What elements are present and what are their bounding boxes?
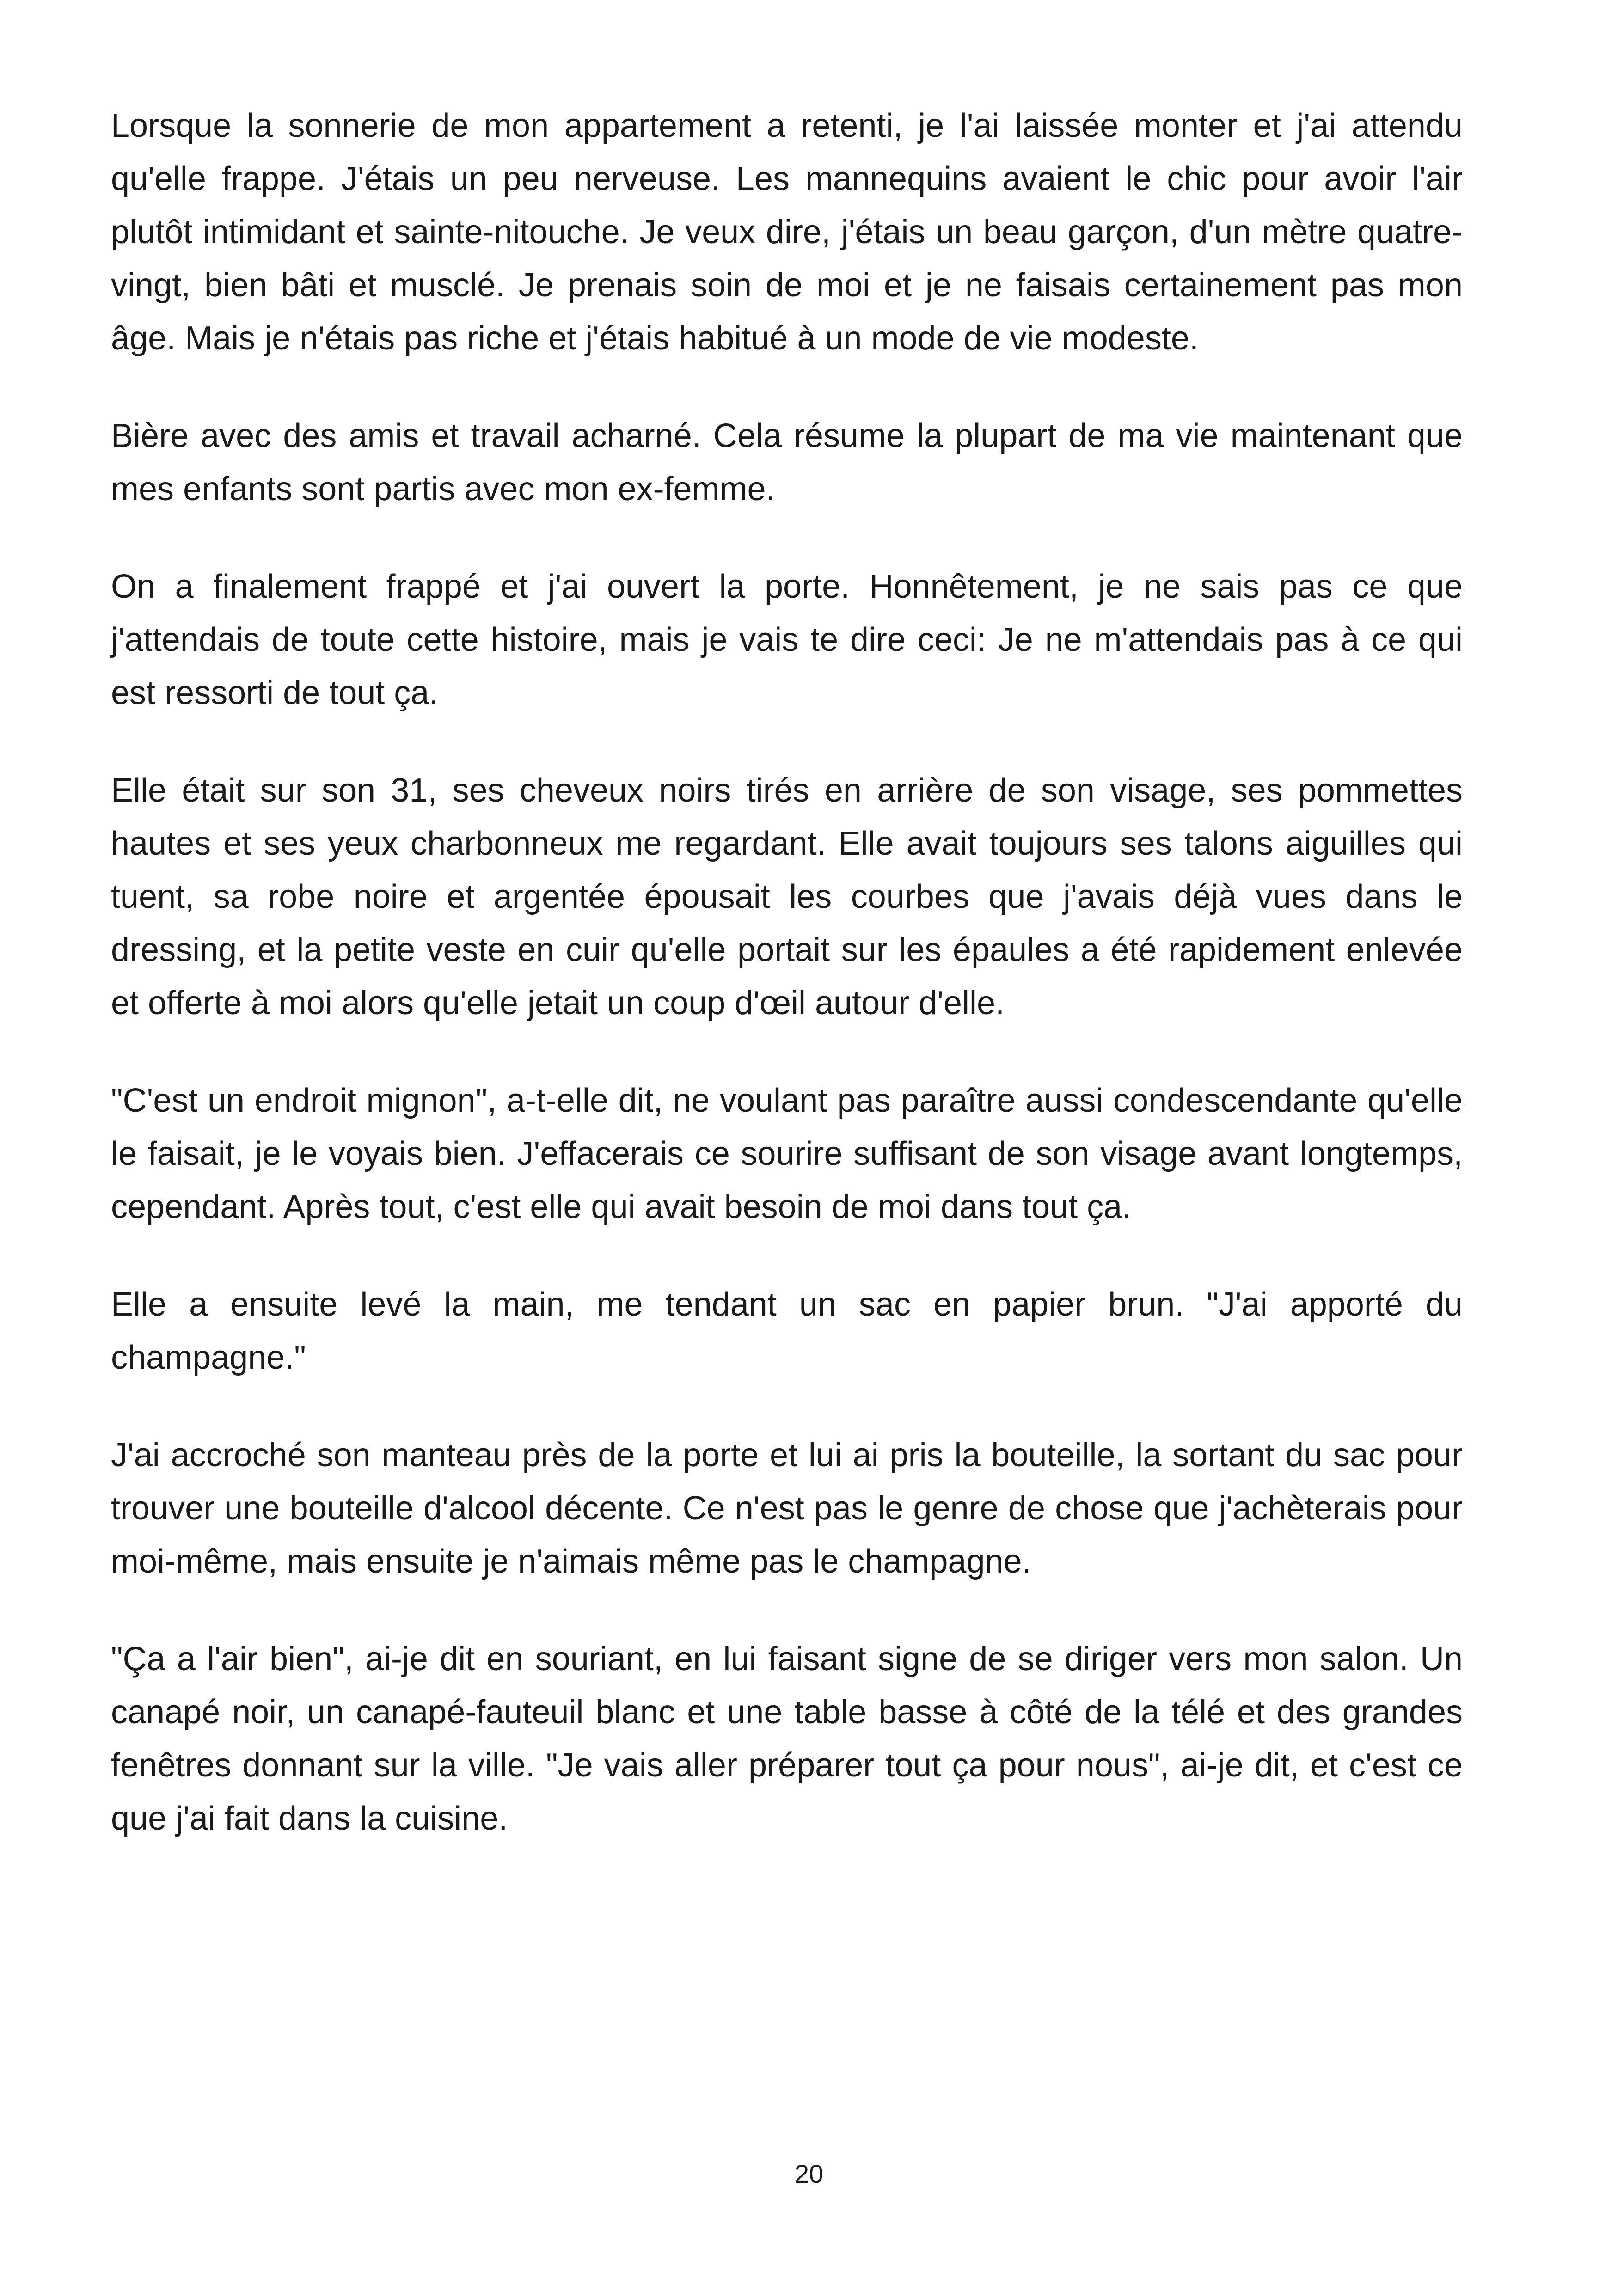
paragraph-5: "C'est un endroit mignon", a-t-elle dit, ne voulant pas paraître aussi condescendante qu'elle le faisait, je le voyais bien. J'effacerais ce sourire suffisant de son visage avant longtemps, cependant. Après tout, c'est elle qui avait besoin de moi dans tout ça. [111, 1082, 1463, 1225]
paragraph-3: On a finalement frappé et j'ai ouvert la porte. Honnêtement, je ne sais pas ce que j'attendais de toute cette histoire, mais je vais te dire ceci: Je ne m'attendais pas à ce qui est ressorti de tout ça. [111, 568, 1463, 711]
paragraph-8: "Ça a l'air bien", ai-je dit en souriant, en lui faisant signe de se diriger vers mon salon. Un canapé noir, un canapé-fauteuil blanc et une table basse à côté de la télé et des grandes fenêtres donnant sur la ville. "Je vais aller préparer tout ça pour nous", ai-je dit, et c'est ce que j'ai fait dans la cuisine. [111, 1641, 1463, 1837]
paragraph-4: Elle était sur son 31, ses cheveux noirs tirés en arrière de son visage, ses pommettes hautes et ses yeux charbonneux me regardant. Elle avait toujours ses talons aiguilles qui tuent, sa robe noire et argentée épousait les courbes que j'avais déjà vues dans le dressing, et la petite veste en cuir qu'elle portait sur les épaules a été rapidement enlevée et offerte à moi alors qu'elle jetait un coup d'œil autour d'elle. [111, 772, 1463, 1022]
body-text [111, 99, 1463, 1890]
paragraph-2: Bière avec des amis et travail acharné. Cela résume la plupart de ma vie maintenant que mes enfants sont partis avec mon ex-femme. [111, 417, 1463, 508]
paragraph-1: Lorsque la sonnerie de mon appartement a retenti, je l'ai laissée monter et j'ai attendu qu'elle frappe. J'étais un peu nerveuse. Les mannequins avaient le chic pour avoir l'air plutôt intimidant et sainte-nitouche. Je veux dire, j'étais un beau garçon, d'un mètre quatre-vingt, bien bâti et musclé. Je prenais soin de moi et je ne faisais certainement pas mon âge. Mais je n'étais pas riche et j'étais habitué à un mode de vie modeste. [111, 107, 1463, 357]
page-number: 20 [794, 2159, 824, 2188]
paragraph-7: J'ai accroché son manteau près de la porte et lui ai pris la bouteille, la sortant du sac pour trouver une bouteille d'alcool décente. Ce n'est pas le genre de chose que j'achèterais pour moi-même, mais ensuite je n'aimais même pas le champagne. [111, 1437, 1463, 1580]
paragraph-6: Elle a ensuite levé la main, me tendant un sac en papier brun. "J'ai apporté du champagne." [111, 1286, 1463, 1376]
